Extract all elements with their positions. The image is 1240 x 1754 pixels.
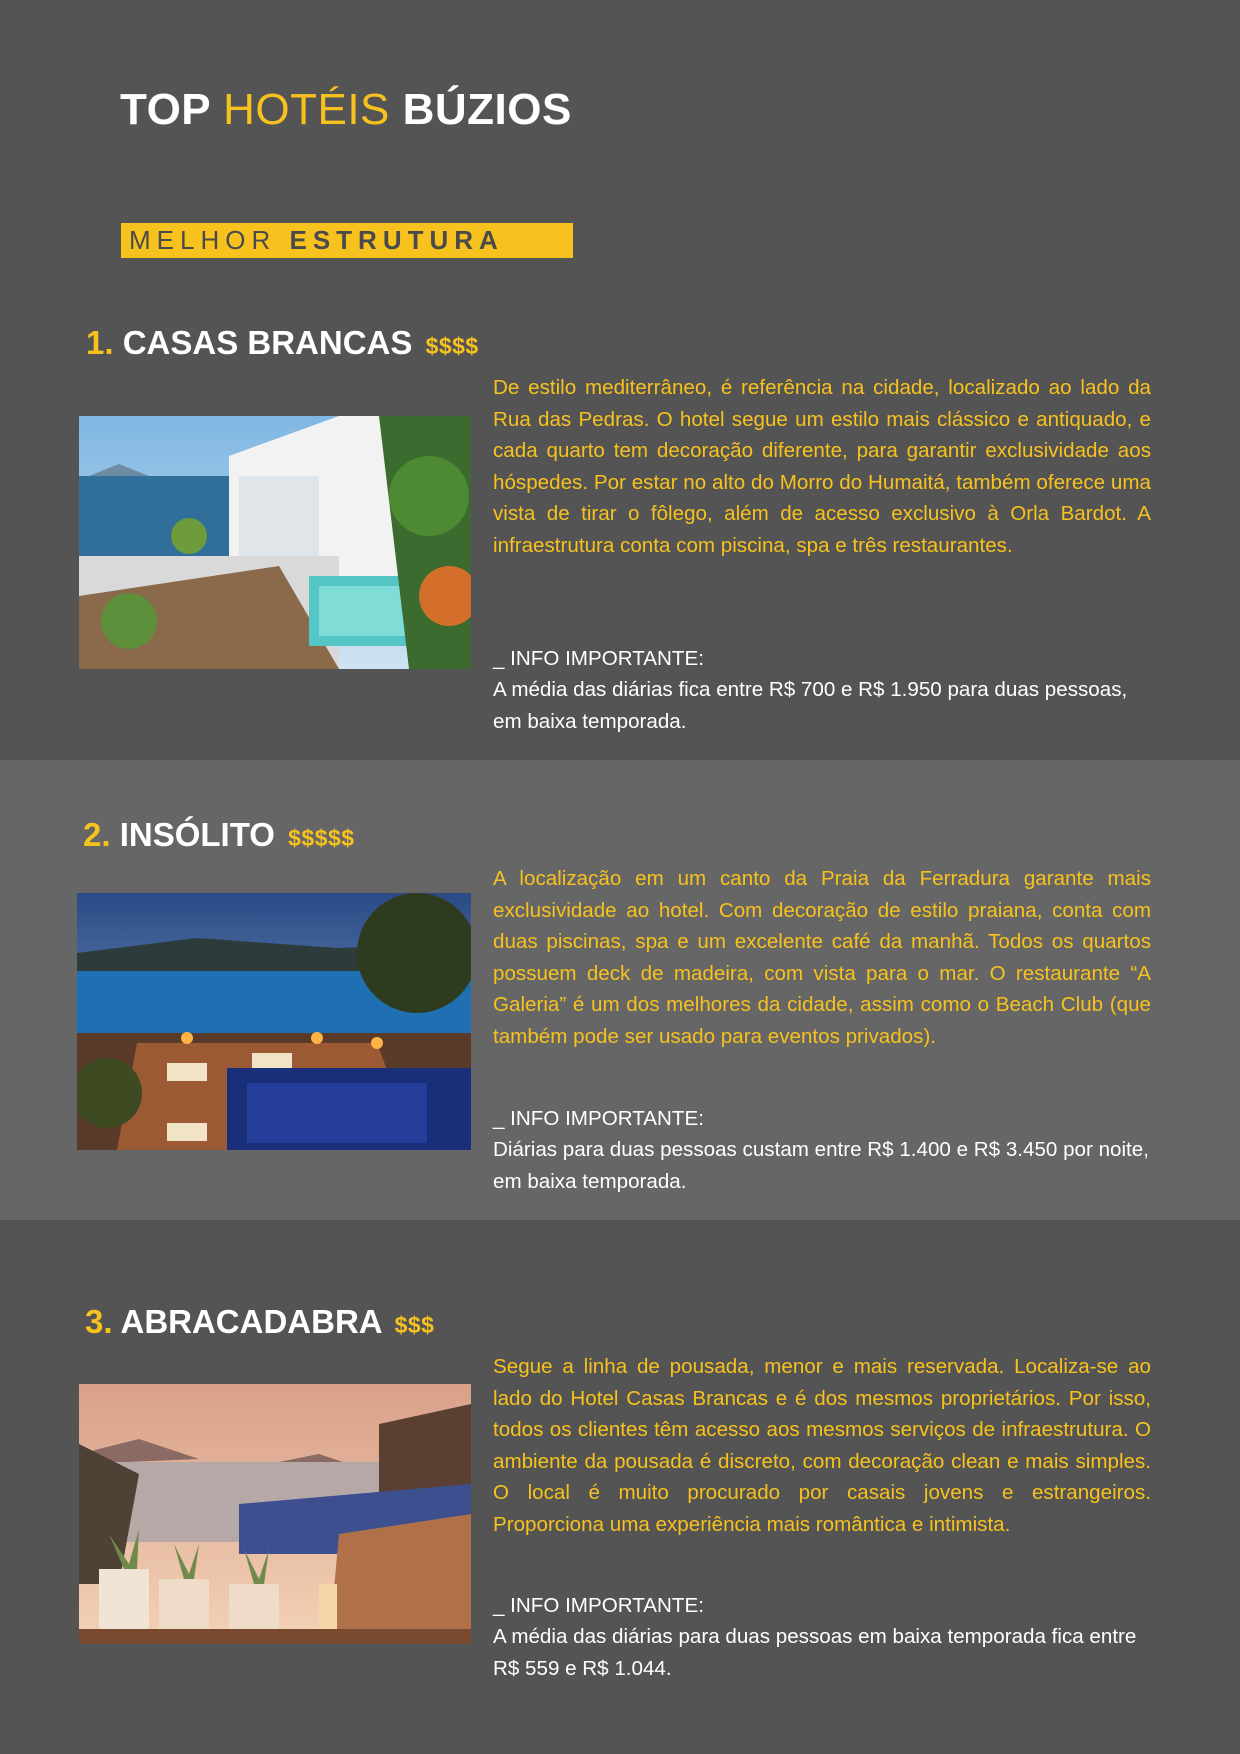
- title-highlight: HOTÉIS: [223, 85, 390, 134]
- hotel-2-name: INSÓLITO: [119, 816, 275, 853]
- title-prefix: TOP: [120, 85, 211, 134]
- hotel-1-number: 1.: [86, 324, 114, 361]
- hotel-3-title: [85, 1305, 434, 1338]
- hotel-2-photo: [77, 893, 471, 1150]
- hotel-3-photo: [79, 1384, 471, 1644]
- hotel-1-info-label: _ INFO IMPORTANTE:: [493, 647, 704, 670]
- hotel-3-description: Segue a linha de pousada, menor e mais reservada. Localiza-se ao lado do Hotel Casas Brancas e é dos mesmos proprietários. Por isso, todos os clientes têm acesso aos mesmos serviços de infraestrutura. O ambiente da pousada é discreto, com decoração clean e mais simples. O local é muito procurado por casais jovens e estrangeiros. Proporciona uma experiência mais romântica e intimista.: [493, 1355, 1151, 1536]
- hotel-1-price: $$$$: [425, 333, 479, 359]
- hotel-1-photo: [79, 416, 471, 669]
- hotel-1-name: CASAS BRANCAS: [122, 324, 413, 361]
- hotel-2-info-label: _ INFO IMPORTANTE:: [493, 1107, 704, 1130]
- hotel-3-price: $$$: [394, 1312, 435, 1338]
- hotel-3-info-text: A média das diárias para duas pessoas em baixa temporada fica entre R$ 559 e R$ 1.044.: [493, 1625, 1137, 1680]
- hotel-2-number: 2.: [83, 816, 111, 853]
- tag-light: MELHOR: [129, 225, 277, 255]
- title-suffix: BÚZIOS: [402, 85, 572, 134]
- hotel-1-title: [86, 326, 479, 359]
- hotel-2-info-text: Diárias para duas pessoas custam entre R$ 1.400 e R$ 3.450 por noite, em baixa temporada.: [493, 1138, 1149, 1193]
- hotel-2-description: A localização em um canto da Praia da Ferradura garante mais exclusividade ao hotel. Com decoração de estilo praiana, conta com duas piscinas, spa e um excelente café da manhã. Todos os quartos possuem deck de madeira, com vista para o mar. O restaurante “A Galeria” é um dos melhores da cidade, assim como o Beach Club (que também pode ser usado para eventos privados).: [493, 867, 1151, 1048]
- hotel-2-price: $$$$$: [288, 825, 355, 851]
- hotel-3-info-label: _ INFO IMPORTANTE:: [493, 1594, 704, 1617]
- category-tag: [121, 223, 573, 258]
- hotel-3-name: ABRACADABRA: [120, 1303, 382, 1340]
- hotel-1-info-text: A média das diárias fica entre R$ 700 e R$ 1.950 para duas pessoas, em baixa temporada.: [493, 678, 1128, 733]
- tag-bold: ESTRUTURA: [289, 225, 504, 255]
- hotel-1-description: De estilo mediterrâneo, é referência na cidade, localizado ao lado da Rua das Pedras. O hotel segue um estilo mais clássico e antiquado, e cada quarto tem decoração diferente, para garantir exclusividade aos hóspedes. Por estar no alto do Morro do Humaitá, também oferece uma vista de tirar o fôlego, além de acesso exclusivo à Orla Bardot. A infraestrutura conta com piscina, spa e três restaurantes.: [493, 376, 1151, 557]
- hotel-2-title: [83, 818, 355, 851]
- page-title: [120, 85, 572, 134]
- hotel-3-number: 3.: [85, 1303, 113, 1340]
